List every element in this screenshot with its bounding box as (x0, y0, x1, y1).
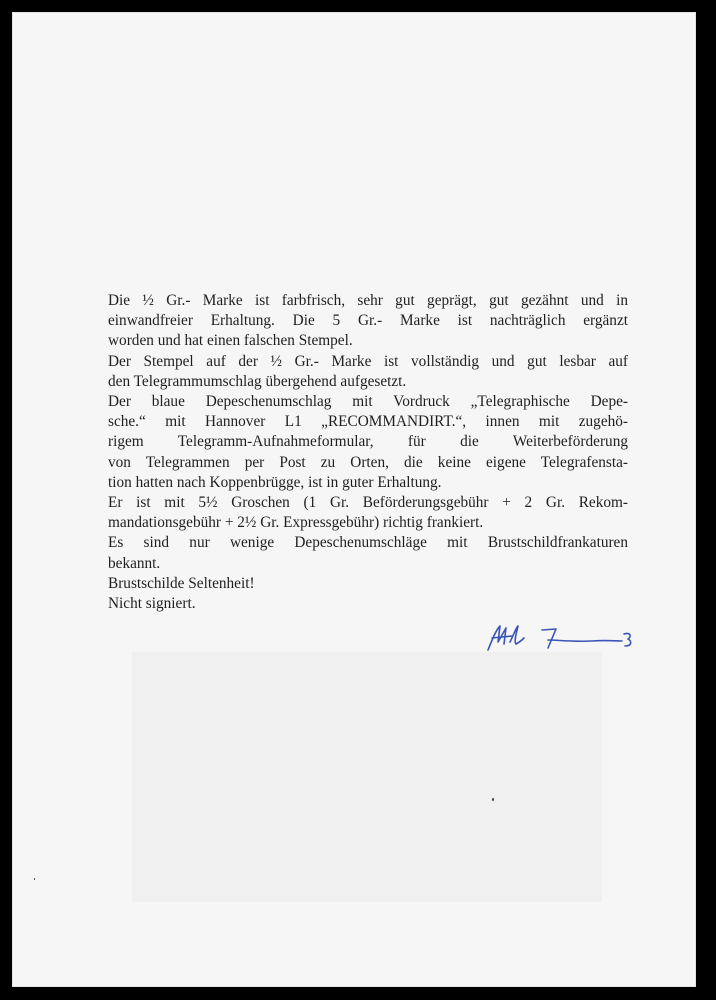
text-line: Er ist mit 5½ Groschen (1 Gr. Beförderungsgebühr + 2 Gr. Rekom- (108, 494, 628, 512)
text-line: den Telegrammumschlag übergehend aufgesetzt. (108, 372, 407, 390)
text-line: Der Stempel auf der ½ Gr.- Marke ist vollständig und gut lesbar auf (108, 352, 628, 370)
text-line: von Telegrammen per Post zu Orten, die keine eigene Telegrafensta- (108, 453, 628, 471)
faint-background-area (132, 652, 602, 902)
text-line: Brustschilde Seltenheit! (108, 574, 255, 592)
handwritten-signature (482, 620, 642, 656)
text-line: bekannt. (108, 554, 161, 572)
paper-speck (34, 878, 35, 880)
text-line: Die ½ Gr.- Marke ist farbfrisch, sehr gut geprägt, gut gezähnt und in (108, 292, 628, 309)
text-line: rigem Telegramm-Aufnahmeformular, für die Weiterbeförderung (108, 433, 628, 451)
text-line: sche.“ mit Hannover L1 „RECOMMANDIRT.“, innen mit zugehö- (108, 413, 628, 431)
text-line: Nicht signiert. (108, 595, 196, 613)
text-line: einwandfreier Erhaltung. Die 5 Gr.- Marke ist nachträglich ergänzt (108, 312, 628, 330)
certificate-text (108, 291, 628, 614)
certificate-page (12, 12, 696, 987)
text-line: Der blaue Depeschenumschlag mit Vordruck „Telegraphische Depe- (108, 393, 628, 411)
text-line: worden und hat einen falschen Stempel. (108, 332, 353, 350)
paper-speck (492, 798, 494, 801)
text-line: tion hatten nach Koppenbrügge, ist in guter Erhaltung. (108, 473, 442, 491)
text-line: mandationsgebühr + 2½ Gr. Expressgebühr) richtig frankiert. (108, 514, 484, 532)
text-line: Es sind nur wenige Depeschenumschläge mit Brustschildfrankaturen (108, 534, 628, 552)
